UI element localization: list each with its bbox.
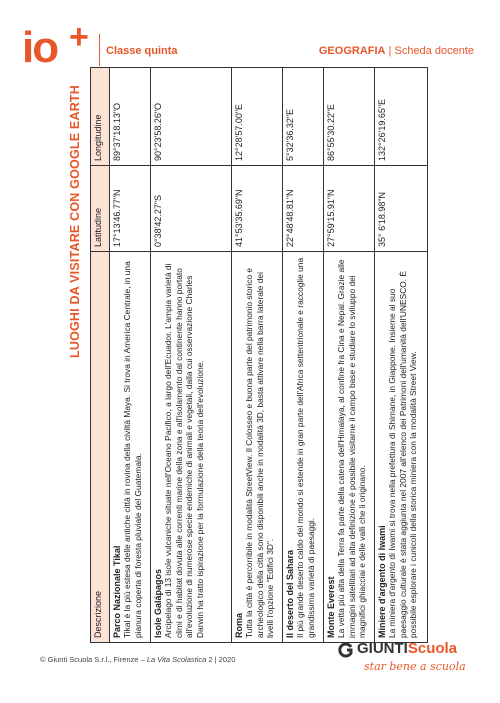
table-row — [324, 68, 375, 643]
longitude-cell: 86°55'30.22"E — [324, 68, 375, 166]
class-label: Classe quinta — [106, 45, 178, 57]
io-plus-logo — [22, 18, 92, 74]
places-table — [90, 67, 428, 643]
place-name: Roma — [234, 612, 244, 638]
place-text: La miniera d'argento di Iwami si trova nella prefettura di Shimane, in Giappone. Insieme al suo paesaggio culturale è stata aggiunta nel 2007 all'elenco dei Patrimoni dell'umanità dell'UNESCO. È possibile esplorare i cunicoli della storica miniera con la modalità Street View. — [387, 270, 419, 638]
header-divider — [99, 34, 100, 66]
table-row — [232, 68, 283, 643]
copyright-prefix: © Giunti Scuola S.r.l., Firenze – — [40, 655, 147, 664]
table-row — [151, 68, 232, 643]
header-longitude: Longitudine — [91, 68, 110, 166]
brand-scuola: Scuola — [407, 640, 458, 657]
description-cell — [283, 252, 324, 643]
page-title: LUOGHI DA VISITARE CON GOOGLE EARTH — [68, 85, 82, 358]
latitude-cell: 17°13'46.77"N — [110, 166, 151, 252]
brand-name — [357, 640, 457, 657]
header-latitude: Latitudine — [91, 166, 110, 252]
latitude-cell: 41°53'35.69"N — [232, 166, 283, 252]
giunti-scuola-logo — [338, 640, 478, 680]
place-text: Tutta la città è percorribile in modalità StreetView. Il Colosseo e buona parte del patrimonio storico e archeologico della città sono disponibili anche in modalità 3D, basta attivare nella barra laterale dei livelli l'opzione "Edifici 3D". — [244, 267, 276, 638]
subject-label: GEOGRAFIA — [318, 45, 386, 57]
description-cell — [324, 252, 375, 643]
latitude-cell: 27°59'15.91"N — [324, 166, 375, 252]
longitude-cell: 89°37'18.13"O — [110, 68, 151, 166]
latitude-cell: 0°38'42.27"S — [151, 166, 232, 252]
logo-text: io — [22, 23, 58, 72]
table-row — [110, 68, 151, 643]
latitude-cell: 22°48'48.81"N — [283, 166, 324, 252]
table-header-row — [91, 68, 110, 643]
place-name: Monte Everest — [326, 576, 336, 638]
logo-plus-icon: + — [69, 18, 89, 56]
place-text: Tikal è la più estesa delle antiche città in rovina della civiltà Maya. Si trova in America Centrale, in una pianura coperta di foresta pluviale del Guatemala. — [122, 261, 143, 638]
table-row — [283, 68, 324, 643]
place-text: La vetta più alta della Terra fa parte della catena dell'Himalaya, al confine fra Cina e Nepal. Grazie alle immagini satellitari ad alta definizione è possibile visitarne il campo base e studiare lo sviluppo dei magnifici ghiacciai e delle valli che li originano. — [336, 259, 368, 638]
header-description: Descrizione — [91, 252, 110, 643]
place-text: Il più grande deserto caldo del mondo si estende in gran parte dell'Africa settentrionale e raccoglie una grandissima varietà di paesaggi. — [295, 257, 316, 638]
brand-giunti: GIUNTI — [357, 640, 408, 657]
place-name: Parco Nazionale Tikal — [112, 545, 122, 638]
place-name: Miniere d'argento di Iwami — [377, 525, 387, 638]
place-name: Il deserto del Sahara — [285, 549, 295, 638]
header-separator: | — [385, 45, 395, 57]
place-name: Isole Galápagos — [153, 568, 163, 638]
copyright-suffix: 2 | 2020 — [206, 655, 236, 664]
longitude-cell: 5°32'36.32"E — [283, 68, 324, 166]
rotated-sheet — [60, 68, 475, 643]
latitude-cell: 35° 6'18.98"N — [375, 166, 428, 252]
brand-tagline: star bene a scuola — [364, 660, 466, 673]
description-cell — [232, 252, 283, 643]
giunti-g-icon — [338, 642, 354, 658]
place-text: Arcipelago di 13 isole vulcaniche situate nell'Oceano Pacifico, a largo dell'Ecuador. L'ampia varietà di climi e di habitat dovuta alle correnti marine della zona e all'isolamento dal continente hanno portato all'evoluzione di numerose specie endemiche di animali e vegetali, dalla cui osservazione Charles Darwin ha tratto ispirazione per la formulazione della teoria dell'evoluzione. — [163, 263, 205, 638]
copyright-text — [40, 655, 235, 664]
longitude-cell: 12°28'57.00"E — [232, 68, 283, 166]
description-cell — [375, 252, 428, 643]
longitude-cell: 132°26'19.65"E — [375, 68, 428, 166]
magazine-title: La Vita Scolastica — [146, 655, 207, 664]
sheet-label: Scheda docente — [394, 45, 474, 57]
table-row — [375, 68, 428, 643]
longitude-cell: 90°23'58.26"O — [151, 68, 232, 166]
rotated-content — [60, 68, 475, 643]
header-subject — [319, 45, 474, 57]
description-cell — [110, 252, 151, 643]
description-cell — [151, 252, 232, 643]
